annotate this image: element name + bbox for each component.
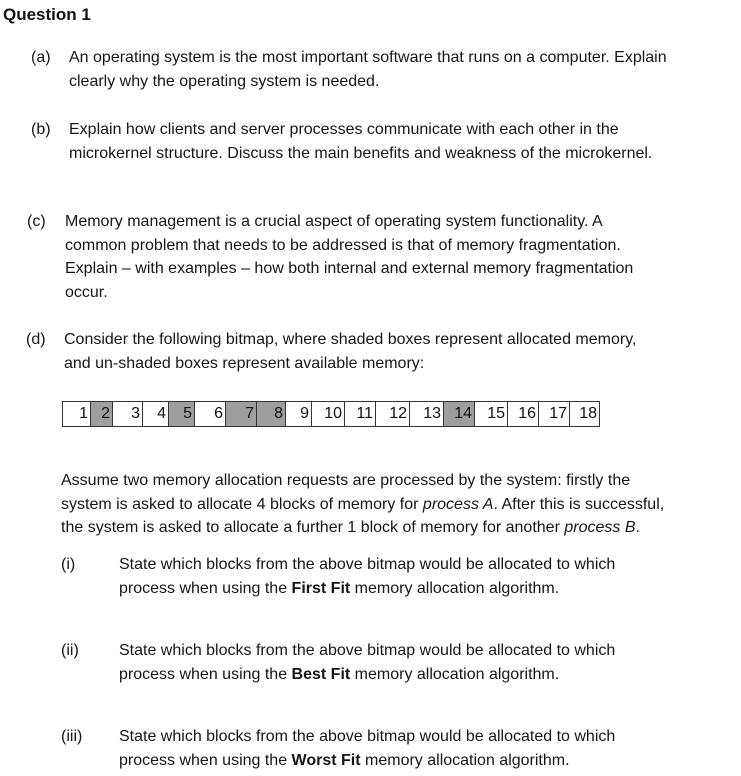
process-b-term: process B: [564, 519, 636, 536]
subpart-i-line-2-end: memory allocation algorithm.: [350, 579, 560, 597]
assume-line-1: [61, 469, 664, 493]
subpart-i-label: (i): [61, 556, 76, 573]
bitmap-block-16: 16: [508, 402, 539, 426]
part-c-text: [65, 210, 633, 304]
subpart-iii-label: (iii): [61, 728, 83, 745]
bitmap-block-2: 2: [91, 402, 113, 426]
assume-line-3-tail: .: [635, 519, 640, 536]
assume-line-3: [61, 516, 664, 540]
bitmap-block-8: 8: [257, 402, 286, 426]
bitmap-block-1: 1: [63, 402, 91, 426]
subpart-iii-line-2: [119, 749, 615, 773]
bitmap-block-3: 3: [113, 402, 143, 426]
part-d-text: [64, 328, 636, 375]
bitmap-block-7: 7: [226, 402, 257, 426]
part-a-line-1: An operating system is the most important software that runs on a computer. Explain: [69, 49, 667, 66]
subpart-ii-line-2: [119, 663, 615, 687]
subpart-iii-line-2-end: memory allocation algorithm.: [360, 751, 570, 769]
first-fit-term: First Fit: [291, 579, 351, 597]
part-b-line-2: microkernel structure. Discuss the main benefits and weakness of the microkernel.: [69, 144, 653, 162]
bitmap-block-15: 15: [475, 402, 508, 426]
part-b-text: [69, 118, 652, 165]
part-d-line-1: Consider the following bitmap, where shaded boxes represent allocated memory,: [64, 331, 637, 348]
assume-line-1-text: Assume two memory allocation requests are processed by the system: firstly the: [61, 472, 631, 489]
part-c-line-2: common problem that needs to be addressed is that of memory fragmentation.: [65, 236, 621, 254]
subpart-i-line-1: State which blocks from the above bitmap would be allocated to which: [119, 556, 616, 573]
part-d-line-2: and un-shaded boxes represent available memory:: [64, 354, 425, 372]
part-a-text: [69, 46, 667, 93]
bitmap-block-17: 17: [539, 402, 570, 426]
assume-line-2-text: system is asked to allocate 4 blocks of memory for: [61, 495, 423, 513]
part-c-line-1: Memory management is a crucial aspect of operating system functionality. A: [65, 213, 603, 230]
bitmap-block-10: 10: [312, 402, 345, 426]
bitmap-block-11: 11: [345, 402, 376, 426]
part-a-line-2: clearly why the operating system is needed.: [69, 72, 380, 90]
bitmap-block-14: 14: [444, 402, 475, 426]
bitmap-block-6: 6: [195, 402, 226, 426]
subpart-ii-label: (ii): [61, 642, 79, 659]
bitmap-block-12: 12: [376, 402, 410, 426]
bitmap-block-18: 18: [570, 402, 599, 426]
subpart-ii-line-2-end: memory allocation algorithm.: [350, 665, 560, 683]
subpart-ii-line-1: State which blocks from the above bitmap would be allocated to which: [119, 642, 616, 659]
subpart-iii-text: [119, 725, 615, 772]
assume-paragraph: [61, 469, 664, 540]
assume-line-3-text: the system is asked to allocate a further 1 block of memory for another: [61, 519, 565, 536]
worst-fit-term: Worst Fit: [291, 751, 361, 769]
best-fit-term: Best Fit: [291, 665, 351, 683]
process-a-term: process A: [422, 495, 494, 513]
part-b-line-1: Explain how clients and server processes communicate with each other in the: [69, 121, 619, 138]
subpart-i-line-2: [119, 577, 615, 601]
part-b-label: (b): [31, 121, 51, 138]
bitmap-block-4: 4: [143, 402, 169, 426]
part-a-label: (a): [31, 49, 51, 66]
subpart-i-line-2-start: process when using the: [119, 579, 292, 597]
bitmap-block-5: 5: [169, 402, 195, 426]
part-c-line-3: Explain – with examples – how both internal and external memory fragmentation: [65, 260, 634, 277]
part-d-label: (d): [26, 331, 46, 348]
bitmap-block-13: 13: [410, 402, 444, 426]
subpart-ii-line-2-start: process when using the: [119, 665, 292, 683]
part-c-label: (c): [27, 213, 46, 230]
subpart-iii-line-2-start: process when using the: [119, 751, 292, 769]
assume-line-2: [61, 493, 664, 517]
memory-bitmap: [62, 401, 600, 427]
assume-line-2-tail: . After this is successful,: [493, 495, 665, 513]
subpart-i-text: [119, 553, 615, 600]
bitmap-block-9: 9: [286, 402, 312, 426]
question-title: Question 1: [3, 5, 91, 24]
subpart-iii-line-1: State which blocks from the above bitmap would be allocated to which: [119, 728, 616, 745]
subpart-ii-text: [119, 639, 615, 686]
part-c-line-4: occur.: [65, 283, 108, 301]
